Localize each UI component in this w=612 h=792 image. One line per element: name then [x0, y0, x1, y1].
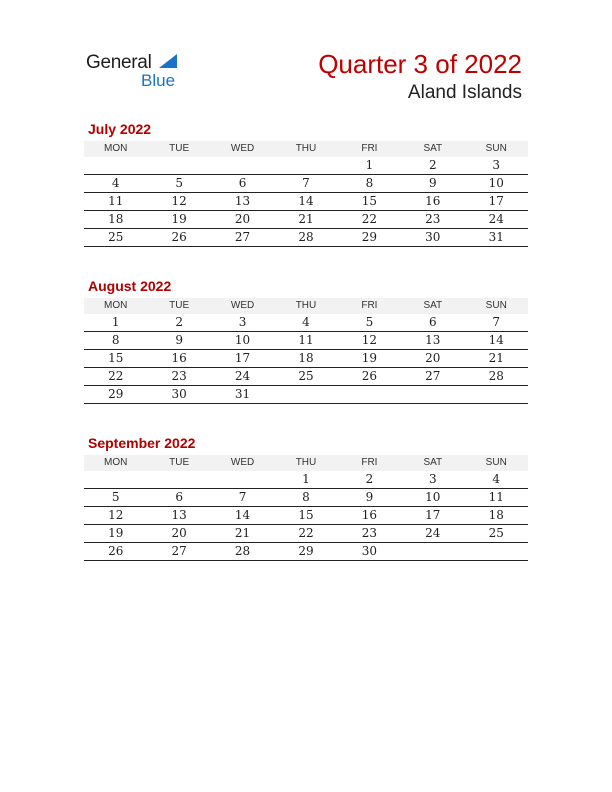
weekday-label: SUN [485, 457, 507, 468]
day-cell: 19 [108, 526, 124, 540]
day-cell: 6 [175, 490, 183, 504]
day-cell [401, 386, 464, 403]
month-title: September 2022 [88, 435, 196, 451]
day-cell: 26 [361, 369, 378, 383]
day-cell: 20 [425, 351, 441, 365]
day-cell [338, 386, 401, 403]
weekday-label: TUE [169, 143, 190, 154]
day-cell: 8 [365, 176, 374, 190]
day-cell: 28 [298, 230, 314, 244]
generalblue-logo [86, 52, 196, 92]
week-row [84, 193, 528, 211]
day-cell: 4 [492, 472, 501, 486]
day-cell: 4 [111, 176, 120, 190]
weekday-label: MON [104, 457, 128, 468]
day-cell: 17 [425, 508, 441, 522]
day-cell: 30 [361, 544, 378, 558]
day-cell: 10 [488, 176, 504, 190]
month-calendar-september [84, 435, 528, 561]
day-cell: 22 [361, 212, 378, 226]
month-calendar-july [84, 121, 528, 247]
day-cell: 25 [298, 369, 314, 383]
day-cell: 28 [234, 544, 251, 558]
day-cell: 14 [488, 333, 504, 347]
day-cell: 26 [171, 230, 187, 244]
week-row [84, 314, 528, 332]
quarter-title: Quarter 3 of 2022 [318, 49, 522, 79]
month-title: August 2022 [88, 278, 172, 294]
weekday-label: WED [230, 457, 255, 468]
day-cell [147, 471, 210, 488]
weekday-header-row [84, 455, 528, 471]
day-cell: 23 [171, 369, 187, 383]
day-cell: 9 [365, 490, 374, 504]
day-cell: 12 [171, 194, 187, 208]
month-title: July 2022 [88, 121, 152, 137]
day-cell: 30 [171, 387, 187, 401]
weekday-label: MON [104, 300, 128, 311]
day-cell: 9 [175, 333, 183, 347]
day-cell: 25 [108, 230, 124, 244]
region-name: Aland Islands [407, 82, 522, 103]
day-cell: 3 [429, 472, 437, 486]
day-cell: 24 [425, 526, 441, 540]
day-cell: 19 [171, 212, 187, 226]
day-cell: 22 [108, 369, 124, 383]
weekday-label: SUN [485, 300, 507, 311]
day-cell: 22 [298, 526, 314, 540]
weekday-label: SUN [485, 143, 507, 154]
day-cell: 19 [361, 351, 378, 365]
day-cell [274, 157, 337, 174]
day-cell: 6 [429, 315, 437, 329]
day-cell: 31 [488, 230, 504, 244]
week-row [84, 386, 528, 404]
day-cell [84, 471, 147, 488]
weekday-label: MON [104, 143, 128, 154]
day-cell: 16 [361, 508, 378, 522]
weekday-label: FRI [361, 457, 378, 468]
day-cell: 21 [488, 351, 504, 365]
day-cell: 8 [111, 333, 120, 347]
day-cell: 11 [298, 333, 314, 347]
day-cell: 1 [302, 472, 310, 486]
weekday-label: TUE [169, 300, 190, 311]
week-row [84, 350, 528, 368]
month-calendar-august [84, 278, 528, 404]
day-cell: 27 [234, 230, 251, 244]
day-cell: 6 [238, 176, 247, 190]
day-cell: 30 [425, 230, 441, 244]
day-cell [465, 543, 528, 560]
day-cell: 1 [111, 315, 120, 329]
day-cell: 2 [175, 315, 183, 329]
week-row [84, 332, 528, 350]
day-cell: 2 [365, 472, 374, 486]
week-row [84, 525, 528, 543]
week-row [84, 211, 528, 229]
day-cell: 5 [111, 490, 120, 504]
weekday-label: FRI [361, 143, 378, 154]
day-cell: 31 [234, 387, 251, 401]
day-cell: 11 [108, 194, 124, 208]
weekday-label: WED [230, 143, 255, 154]
day-cell: 20 [234, 212, 251, 226]
day-cell: 5 [175, 176, 183, 190]
day-cell [401, 543, 464, 560]
day-cell: 7 [238, 490, 247, 504]
day-cell: 17 [234, 351, 251, 365]
day-cell: 21 [298, 212, 314, 226]
weekday-label: SAT [423, 300, 443, 311]
weekday-label: WED [230, 300, 255, 311]
week-row [84, 368, 528, 386]
day-cell: 16 [171, 351, 187, 365]
weekday-label: SAT [423, 457, 443, 468]
day-cell: 16 [425, 194, 441, 208]
day-cell: 14 [234, 508, 251, 522]
day-cell: 18 [298, 351, 314, 365]
day-cell: 20 [171, 526, 187, 540]
day-cell: 3 [492, 158, 501, 172]
day-cell: 15 [298, 508, 314, 522]
day-cell: 4 [302, 315, 310, 329]
weekday-label: FRI [361, 300, 378, 311]
day-cell: 12 [361, 333, 378, 347]
logo-general-text: General [86, 52, 152, 73]
day-cell: 10 [234, 333, 251, 347]
day-cell: 25 [488, 526, 504, 540]
day-cell: 29 [108, 387, 124, 401]
day-cell: 18 [108, 212, 124, 226]
day-cell: 27 [425, 369, 441, 383]
logo-flag-icon [159, 54, 177, 68]
day-cell: 28 [488, 369, 504, 383]
day-cell: 13 [425, 333, 441, 347]
week-row [84, 471, 528, 489]
logo-blue-text: Blue [141, 71, 176, 90]
weekday-label: TUE [169, 457, 190, 468]
weekday-label: THU [295, 300, 317, 311]
day-cell [84, 157, 147, 174]
day-cell [211, 471, 274, 488]
day-cell: 23 [361, 526, 378, 540]
day-cell: 13 [171, 508, 187, 522]
day-cell: 11 [488, 490, 504, 504]
day-cell: 5 [365, 315, 374, 329]
week-row [84, 543, 528, 561]
weekday-label: THU [295, 457, 317, 468]
week-row [84, 229, 528, 247]
weekday-label: THU [295, 143, 317, 154]
day-cell: 13 [234, 194, 251, 208]
day-cell: 26 [108, 544, 124, 558]
day-cell: 1 [365, 158, 374, 172]
day-cell: 2 [429, 158, 437, 172]
weekday-header-row [84, 298, 528, 314]
day-cell: 24 [234, 369, 251, 383]
day-cell: 7 [302, 176, 310, 190]
week-row [84, 489, 528, 507]
day-cell: 29 [298, 544, 314, 558]
day-cell: 12 [108, 508, 124, 522]
day-cell: 18 [488, 508, 504, 522]
day-cell: 3 [238, 315, 247, 329]
week-row [84, 157, 528, 175]
day-cell: 10 [425, 490, 441, 504]
day-cell: 15 [108, 351, 124, 365]
day-cell [211, 157, 274, 174]
day-cell: 23 [425, 212, 441, 226]
day-cell: 7 [492, 315, 501, 329]
week-row [84, 175, 528, 193]
day-cell [147, 157, 210, 174]
day-cell [465, 386, 528, 403]
week-row [84, 507, 528, 525]
day-cell: 17 [488, 194, 504, 208]
day-cell: 27 [171, 544, 187, 558]
day-cell: 15 [361, 194, 378, 208]
day-cell: 21 [234, 526, 251, 540]
weekday-label: SAT [423, 143, 443, 154]
day-cell: 29 [361, 230, 378, 244]
day-cell: 24 [488, 212, 504, 226]
weekday-header-row [84, 141, 528, 157]
day-cell: 8 [302, 490, 310, 504]
day-cell: 14 [298, 194, 314, 208]
day-cell: 9 [429, 176, 437, 190]
day-cell [274, 386, 337, 403]
